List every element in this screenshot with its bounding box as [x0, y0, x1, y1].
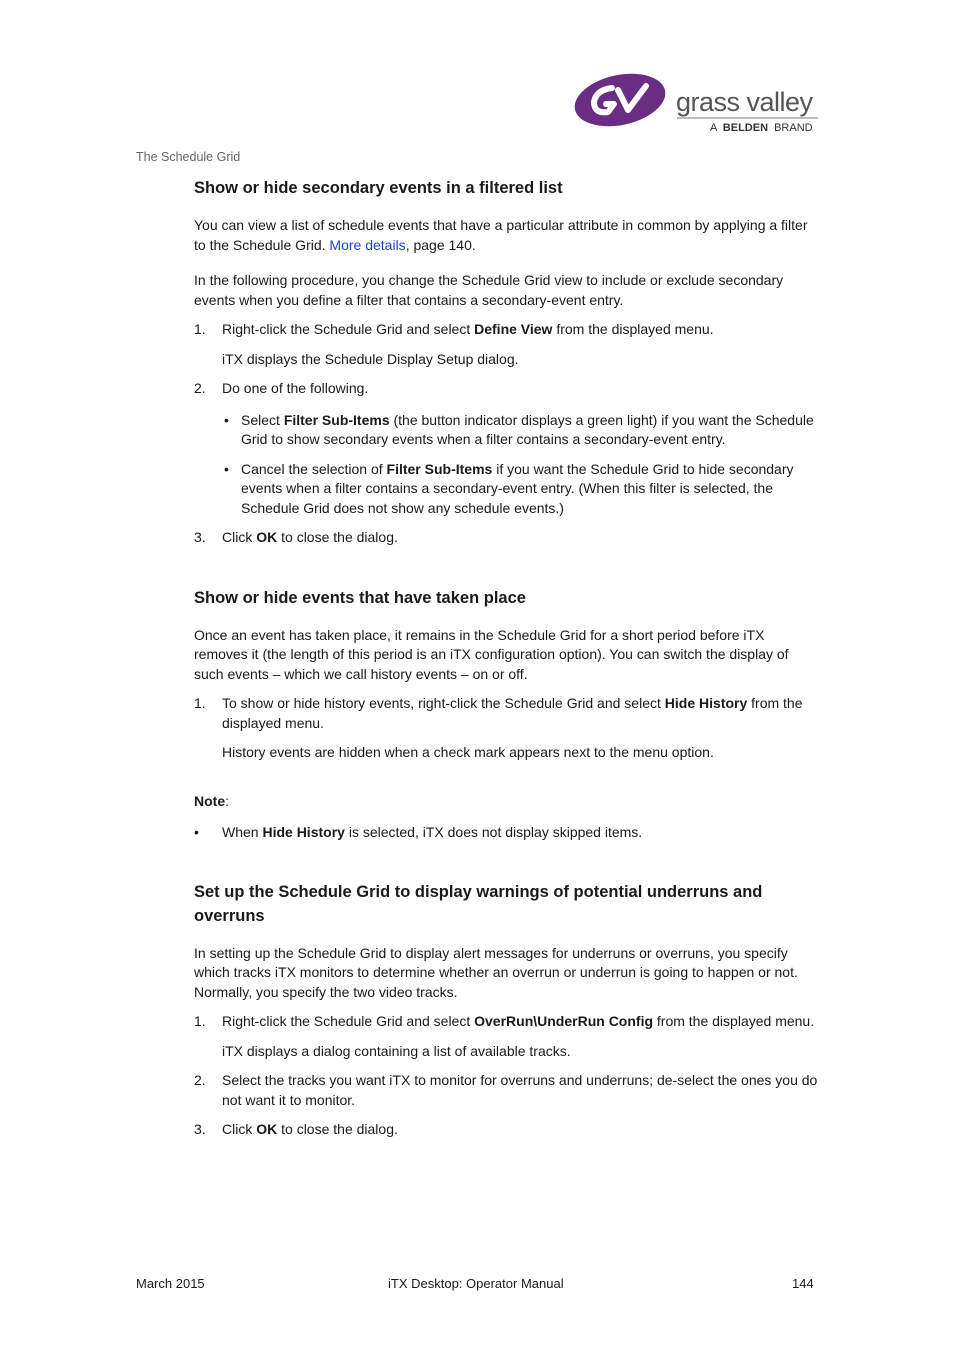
section3-step-1-result: iTX displays a dialog containing a list of available tracks.	[222, 1042, 571, 1059]
section3-heading: Set up the Schedule Grid to display warnings of potential underruns and overruns	[194, 882, 763, 925]
section1-bullet-b: • Cancel the selection of Filter Sub-Items if you want the Schedule Grid to hide secondary events when a filter contains a secondary-event entry. (When this filter is selected, the Schedule Grid does not show any schedule events.)	[224, 460, 794, 516]
section2-heading: Show or hide events that have taken place	[194, 588, 526, 607]
section1-intro: You can view a list of schedule events that have a particular attribute in common by applying a filter to the Schedule Grid. More details, page 140.	[194, 217, 808, 253]
section3-step-3: 3. Click OK to close the dialog.	[194, 1121, 398, 1137]
section3-step-2: 2. Select the tracks you want iTX to monitor for overruns and underruns; de-select the ones you do not want it to monitor.	[194, 1072, 818, 1108]
brand-tagline-brand: BELDEN	[722, 122, 769, 134]
bullet-icon: •	[194, 824, 199, 840]
svg-text:A BELDEN BRAND	[710, 122, 813, 134]
section2-paragraph: Once an event has taken place, it remains in the Schedule Grid for a short period before iTX removes it (the length of this period is an iTX configuration option). You can switch the display of such events – which we call history events – on or off.	[194, 626, 789, 682]
section3-step-1: 1. Right-click the Schedule Grid and select OverRun\UnderRun Config from the displayed menu.	[194, 1013, 815, 1029]
section2-step-1-result: History events are hidden when a check mark appears next to the menu option.	[222, 744, 714, 760]
brand-name: grass valley	[676, 87, 813, 117]
note-bullet: • When Hide History is selected, iTX does not display skipped items.	[194, 823, 818, 843]
grass-valley-logo	[574, 70, 824, 136]
footer-date: March 2015	[136, 1276, 205, 1291]
section1-bullet-a: • Select Filter Sub-Items (the button indicator displays a green light) if you want the Schedule Grid to show secondary events when a filter contains a secondary-event entry.	[224, 411, 814, 447]
more-details-link[interactable]: More details	[329, 236, 406, 253]
section2-step-1: 1. To show or hide history events, right-click the Schedule Grid and select Hide History from the displayed menu.	[194, 695, 803, 731]
page-content	[194, 176, 818, 1140]
brand-tagline-prefix: A	[710, 122, 717, 134]
running-header: The Schedule Grid	[136, 150, 241, 164]
brand-tagline-suffix: BRAND	[774, 122, 813, 134]
section1-paragraph: In the following procedure, you change the Schedule Grid view to include or exclude secondary events when you define a filter that contains a secondary-event entry.	[194, 272, 784, 308]
section1-heading: Show or hide secondary events in a filtered list	[194, 179, 563, 197]
note-label: Note:	[194, 792, 230, 809]
bullet-icon: •	[224, 411, 229, 428]
section1-step-2: 2. Do one of the following.	[194, 380, 369, 396]
section1-step-1: 1. Right-click the Schedule Grid and select Define View from the displayed menu.	[194, 321, 714, 337]
footer-page-number: 144	[792, 1276, 814, 1291]
footer-title: iTX Desktop: Operator Manual	[388, 1276, 564, 1291]
bullet-icon: •	[224, 460, 229, 477]
section1-step-3: 3. Click OK to close the dialog.	[194, 529, 398, 545]
section3-paragraph: In setting up the Schedule Grid to display alert messages for underruns or overruns, you specify which tracks iTX monitors to determine whether an overrun or underrun is going to happen or not. Normally, you specify the two video tracks.	[194, 944, 798, 1000]
section1-step-1-result: iTX displays the Schedule Display Setup dialog.	[222, 350, 519, 367]
